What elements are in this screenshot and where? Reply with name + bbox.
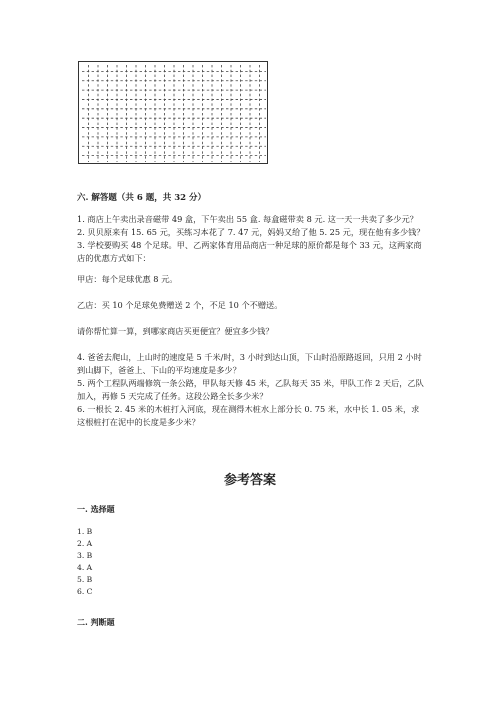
question-1: 1. 商店上午卖出录音磁带 49 盒，下午卖出 55 盒. 每盒磁带卖 8 元. 这一天一共卖了多少元？: [77, 214, 418, 224]
answer-item: 1. B: [77, 527, 93, 536]
answer-item: 4. A: [77, 563, 93, 572]
answer-part-1-heading: 一. 选择题: [77, 504, 115, 514]
grid-pattern: [79, 62, 269, 165]
question-list: [77, 213, 425, 429]
question-6: 6. 一根长 2. 45 米的木桩打入河底，现在测得木桩水上部分长 0. 75 米，水中长 1. 05 米，求这根桩打在泥中的长度是多少米？: [77, 404, 420, 427]
question-3-ask: 请你帮忙算一算，到哪家商店买更便宜？便宜多少钱？: [77, 326, 274, 336]
question-3-intro: 3. 学校要购买 48 个足球。甲、乙两家体育用品商店一种足球的原价都是每个 33 元，这两家商店的优惠方式如下：: [77, 240, 422, 263]
grid-figure: [78, 61, 268, 164]
answer-item: 2. A: [77, 539, 93, 548]
answer-item: 3. B: [77, 551, 93, 560]
question-5: 5. 两个工程队两端修筑一条公路，甲队每天修 45 米，乙队每天 35 米，甲队工作 2 天后，乙队加入，再修 5 天完成了任务。这段公路全长多少米？: [77, 378, 424, 401]
answer-title: 参考答案: [223, 473, 276, 488]
question-4: 4. 爸爸去爬山，上山时的速度是 5 千米/时，3 小时到达山顶，下山时沿原路返回，只用 2 小时到山脚下，爸爸上、下山的平均速度是多少？: [77, 352, 422, 375]
answer-item: 6. C: [77, 587, 93, 596]
answer-list: [77, 526, 92, 598]
question-3-shop-a: 甲店：每个足球优惠 8 元。: [77, 274, 178, 284]
question-3-shop-b: 乙店：买 10 个足球免费赠送 2 个，不足 10 个不赠送。: [77, 300, 283, 310]
section-6-heading: 六. 解答题（共 6 题，共 32 分）: [77, 193, 206, 203]
answer-item: 5. B: [77, 575, 93, 584]
question-2: 2. 贝贝原来有 15. 65 元，买练习本花了 7. 47 元，妈妈又给了他 5. 25 元，现在他有多少钱？: [77, 227, 425, 237]
answer-part-2-heading: 二. 判断题: [77, 617, 115, 627]
